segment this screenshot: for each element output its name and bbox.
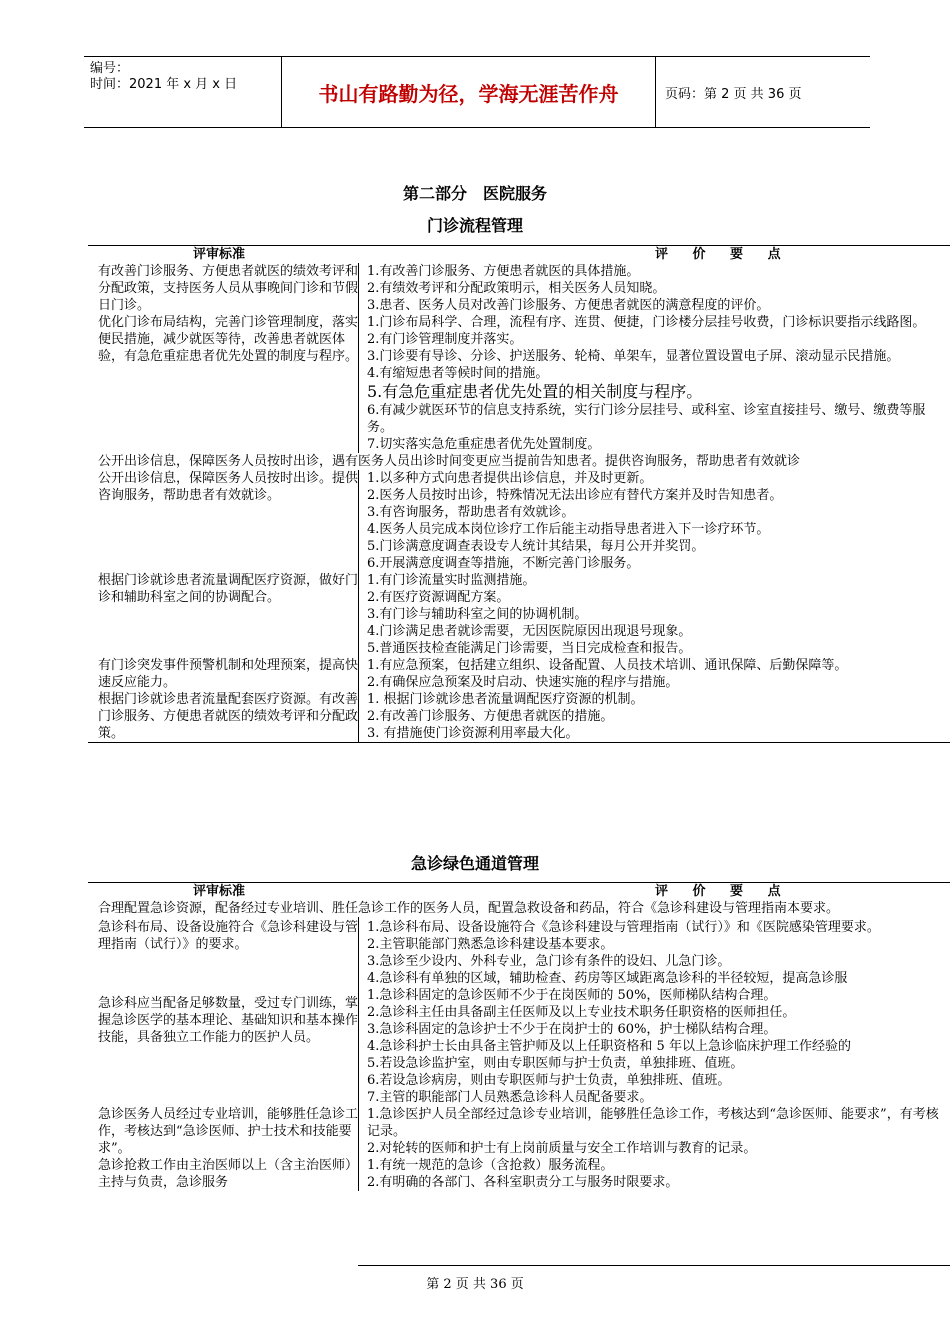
point-item: 2.有明确的各部门、各科室职责分工与服务时限要求。: [367, 1175, 679, 1190]
table-row: [88, 314, 950, 453]
points-cell: [358, 314, 950, 453]
points-cell: [358, 987, 950, 1106]
emergency-table: [88, 882, 950, 1191]
point-item: 3.急诊至少设内、外科专业，急门诊有条件的设妇、儿急门诊。: [367, 954, 731, 969]
criteria-header: 评审标准: [193, 884, 246, 899]
criteria-cell: 急诊抢救工作由主治医师以上（含主治医师）主持与负责，急诊服务: [98, 1158, 359, 1190]
points-header: 评 价 要 点: [655, 247, 791, 262]
point-item: 1.门诊布局科学、合理，流程有序、连贯、便捷，门诊楼分层挂号收费，门诊标识要指示线路图。: [367, 315, 926, 330]
point-item: 6.若设急诊病房，则由专职医师与护士负责，单独排班、值班。: [367, 1073, 731, 1088]
doc-time-label: 时间：2021 年 x 月 x 日: [90, 77, 238, 92]
criteria-cell: 根据门诊就诊患者流量调配医疗资源，做好门诊和辅助科室之间的协调配合。: [98, 573, 359, 605]
criteria-cell: [88, 987, 358, 1106]
criteria-header: 评审标准: [193, 247, 246, 262]
point-item: 3.患者、医务人员对改善门诊服务、方便患者就医的满意程度的评价。: [367, 298, 770, 313]
point-item: 1.有改善门诊服务、方便患者就医的具体措施。: [367, 264, 640, 279]
part-title: 第二部分 医院服务: [402, 184, 547, 203]
criteria-cell: [88, 917, 358, 987]
point-item: 3.有咨询服务，帮助患者有效就诊。: [367, 505, 575, 520]
point-item: 7.切实落实急危重症患者优先处置制度。: [367, 437, 601, 452]
points-cell: [358, 470, 950, 572]
criteria-cell: 有改善门诊服务、方便患者就医的绩效考评和分配政策，支持医务人员从事晚间门诊和节假日门诊。: [98, 264, 359, 313]
table-row: [88, 1106, 950, 1157]
point-item: 6.有减少就医环节的信息支持系统，实行门诊分层挂号、或科室、诊室直接挂号、缴号、缴费等服务。: [367, 403, 926, 435]
doc-number-label: 编号：: [90, 61, 130, 76]
point-item: 4.有缩短患者等候时间的措施。: [367, 366, 549, 381]
point-item: 1.急诊科固定的急诊医师不少于在岗医师的 50%，医师梯队结构合理。: [367, 988, 777, 1003]
point-item: 2.对轮转的医师和护士有上岗前质量与安全工作培训与教育的记录。: [367, 1141, 757, 1156]
page-header: [84, 56, 870, 128]
table-row: [88, 691, 950, 743]
section-title-emergency: 急诊绿色通道管理: [410, 854, 539, 873]
points-header: 评 价 要 点: [655, 884, 791, 899]
point-item: 4.急诊科有单独的区域，辅助检查、药房等区域距离急诊科的半径较短，提高急诊服: [367, 971, 848, 986]
section-title-outpatient: 门诊流程管理: [426, 216, 523, 235]
criteria-cell: 优化门诊布局结构，完善门诊管理制度，落实便民措施，减少就医等待，改善患者就医体验，有急危重症患者优先处置的制度与程序。: [98, 315, 359, 364]
outpatient-table: [88, 245, 950, 743]
point-item: 5.门诊满意度调查表设专人统计其结果，每月公开并奖罚。: [367, 539, 705, 554]
table-row: [88, 1157, 950, 1191]
point-item: 2.有门诊管理制度并落实。: [367, 332, 523, 347]
page-footer: 第 2 页 共 36 页: [426, 1277, 524, 1292]
points-cell: [358, 657, 950, 691]
point-item: 1.有门诊流量实时监测措施。: [367, 573, 536, 588]
point-item: 2.急诊科主任由具备副主任医师及以上专业技术职务任职资格的医师担任。: [367, 1005, 796, 1020]
table-row: [88, 917, 950, 987]
point-item: 7.主管的职能部门人员熟悉急诊科人员配备要求。: [367, 1090, 653, 1105]
header-page-info: 页码：第 2 页 共 36 页: [665, 86, 802, 102]
table-row: [88, 470, 950, 572]
point-item: 2.有确保应急预案及时启动、快速实施的程序与措施。: [367, 675, 679, 690]
table-row: [88, 987, 950, 1106]
criteria-cell: 急诊医务人员经过专业培训，能够胜任急诊工作，考核达到“急诊医师、护士技术和技能要求”。: [98, 1107, 359, 1156]
header-motto: 书山有路勤为径，学海无涯苦作舟: [282, 57, 656, 127]
header-meta: [84, 57, 282, 127]
point-item: 1.急诊科布局、设备设施符合《急诊科建设与管理指南（试行）》和《医院感染管理要求。: [367, 920, 880, 935]
point-item: 5.若设急诊监护室，则由专职医师与护士负责，单独排班、值班。: [367, 1056, 744, 1071]
span-row: 合理配置急诊资源，配备经过专业培训、胜任急诊工作的医务人员，配置急救设备和药品，符合《急诊科建设与管理指南本要求。: [98, 901, 840, 916]
table-header: [88, 882, 950, 900]
table-header: [88, 245, 950, 263]
point-item: 5.普通医技检查能满足门诊需要，当日完成检查和报告。: [367, 641, 692, 656]
point-item: 2.主管职能部门熟悉急诊科建设基本要求。: [367, 937, 614, 952]
points-cell: [358, 691, 950, 742]
table-row: [88, 572, 950, 657]
point-item: 2.医务人员按时出诊，特殊情况无法出诊应有替代方案并及时告知患者。: [367, 488, 783, 503]
footer-divider: [358, 1265, 950, 1266]
point-item: 1. 根据门诊就诊患者流量调配医疗资源的机制。: [367, 692, 644, 707]
point-item: 5.有急危重症患者优先处置的相关制度与程序。: [367, 382, 703, 401]
points-cell: [358, 1157, 950, 1191]
point-item: 4.医务人员完成本岗位诊疗工作后能主动指导患者进入下一诊疗环节。: [367, 522, 770, 537]
point-item: 2.有改善门诊服务、方便患者就医的措施。: [367, 709, 614, 724]
points-cell: [358, 1106, 950, 1157]
point-item: 3. 有措施使门诊资源利用率最大化。: [367, 726, 579, 741]
points-cell: [358, 917, 950, 987]
table-row: [88, 657, 950, 691]
point-item: 3.急诊科固定的急诊护士不少于在岗护士的 60%，护士梯队结构合理。: [367, 1022, 777, 1037]
point-item: 4.门诊满足患者就诊需要，无因医院原因出现退号现象。: [367, 624, 692, 639]
point-item: 1.急诊医护人员全部经过急诊专业培训，能够胜任急诊工作，考核达到“急诊医师、能要求”，有考核记录。: [367, 1107, 939, 1139]
point-item: 3.有门诊与辅助科室之间的协调机制。: [367, 607, 588, 622]
point-item: 1.以多种方式向患者提供出诊信息，并及时更新。: [367, 471, 653, 486]
criteria-cell: 公开出诊信息，保障医务人员按时出诊。提供咨询服务，帮助患者有效就诊。: [98, 471, 359, 503]
criteria-text: 急诊科应当配备足够数量，受过专门训练，掌握急诊医学的基本理论、基础知识和基本操作技能，具备独立工作能力的医护人员。: [98, 996, 359, 1045]
point-item: 2.有医疗资源调配方案。: [367, 590, 510, 605]
table-row: [88, 263, 950, 314]
span-row: 公开出诊信息，保障医务人员按时出诊，遇有医务人员出诊时间变更应当提前告知患者。提供咨询服务，帮助患者有效就诊: [98, 454, 801, 469]
points-cell: [358, 572, 950, 657]
point-item: 1.有应急预案，包括建立组织、设备配置、人员技术培训、通讯保障、后勤保障等。: [367, 658, 848, 673]
criteria-cell: 有门诊突发事件预警机制和处理预案，提高快速反应能力。: [98, 658, 359, 690]
points-cell: [358, 263, 950, 314]
point-item: 6.开展满意度调查等措施，不断完善门诊服务。: [367, 556, 640, 571]
point-item: 2.有绩效考评和分配政策明示，相关医务人员知晓。: [367, 281, 666, 296]
point-item: 3.门诊要有导诊、分诊、护送服务、轮椅、单架车，显著位置设置电子屏、滚动显示民措施。: [367, 349, 900, 364]
criteria-text: 急诊科布局、设备设施符合《急诊科建设与管理指南（试行）》的要求。: [98, 920, 359, 952]
point-item: 1.有统一规范的急诊（含抢救）服务流程。: [367, 1158, 614, 1173]
point-item: 4.急诊科护士长由具备主管护师及以上任职资格和 5 年以上急诊临床护理工作经验的: [367, 1039, 851, 1054]
criteria-cell: 根据门诊就诊患者流量配套医疗资源。有改善门诊服务、方便患者就医的绩效考评和分配政策。: [98, 692, 359, 741]
